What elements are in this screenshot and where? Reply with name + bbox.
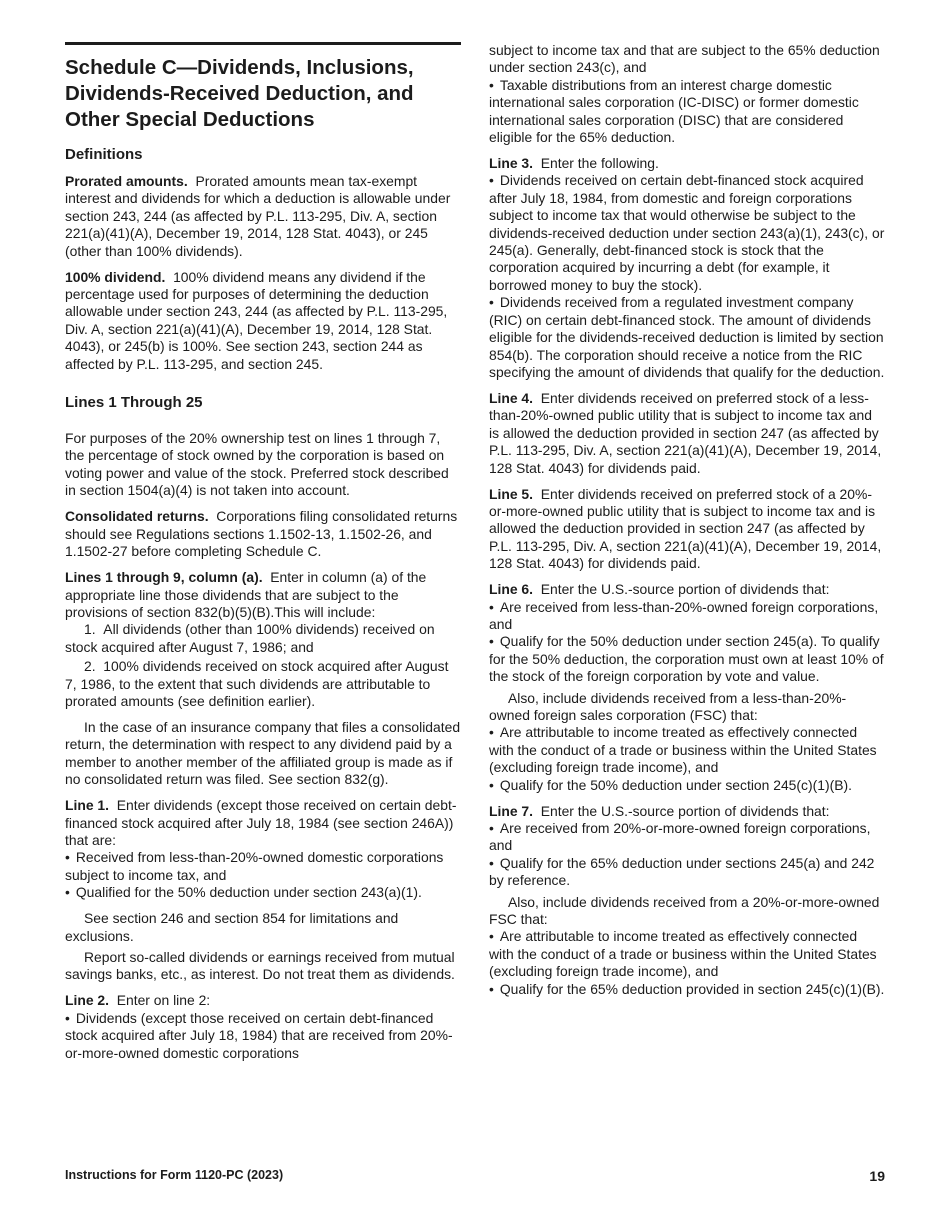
line1-text: Enter dividends (except those received on certain debt-financed stock acquired after July 18, 1984 (see section 246A)) that are: [65,797,457,848]
line4-text: Enter dividends received on preferred stock of a less-than-20%-owned public utility that is subject to income tax and is allowed the deduction provided in section 247 (as affected by P.L. 113-295, Div. A, section 221(a)(41)(A), December 19, 2014, 128 Stat. 4043) for dividends paid. [489,389,882,476]
see246-paragraph: See section 246 and section 854 for limitations and exclusions. [65,910,399,944]
prorated-text: Prorated amounts mean tax-exempt interest and dividends for which a deduction is allowable under section 243, 244 (as affected by P.L. 113-295, Div. A, section 221(a)(41)(A), December 19, 2014, 128 Stat. 4043), or 245 (other than 100% dividends). [65,173,451,259]
prorated-paragraph [65,173,461,260]
line6-text: Enter the U.S.-source portion of dividends that: [540,581,830,598]
line7-lead: Line 7. [489,802,533,819]
line7-also: Also, include dividends received from a 20%-or-more-owned FSC that: [489,893,880,928]
line2-bullet-1: • Dividends (except those received on certain debt-financed stock acquired after July 18, 1984) that are received from 20%-or-more-owned domestic corporations [65,1010,461,1062]
line4-lead: Line 4. [489,389,533,406]
line4-paragraph [489,390,885,477]
line5-text: Enter dividends received on preferred stock of a 20%-or-more-owned public utility that is subject to income tax and is allowed the deduction provided in section 247 (as affected by P.L. 113-295, Div. A, section 221(a)(41)(A), December 19, 2014, 128 Stat. 4043) for dividends paid. [489,485,882,572]
line7-bullet-3: • Are attributable to income treated as effectively connected with the conduct of a trade or business within the United States (excluding foreign trade income), and [489,928,885,980]
line2-bullet-2: • Taxable distributions from an interest charge domestic international sales corporation (IC-DISC) or former domestic international sales corporation (DISC) that are considered eligible for the 65% deduction. [489,77,885,147]
line3-bullet-2: • Dividends received from a regulated investment company (RIC) on certain debt-financed stock. The amount of dividends eligible for the dividends-received deduction is limited by section 854(b). The corporation should receive a notice from the RIC specifying the amount of dividends that qualify for the deduction. [489,294,885,381]
consolidated-text: Corporations filing consolidated returns should see Regulations sections 1.1502-13, 1.1502-26, and 1.1502-27 before completing Schedule C. [65,508,458,560]
line3-bullet-1: • Dividends received on certain debt-financed stock acquired after July 18, 1984, from domestic and foreign corporations subject to income tax that would otherwise be subject to the dividends-received deduction under section 243(a)(1), 243(c), or 245(a). Generally, debt-financed stock is stock that the corporation acquired by incurring a debt (for example, it borrowed money to buy the stock). [489,172,885,294]
insurance-paragraph: In the case of an insurance company that files a consolidated return, the determination with respect to any dividend paid by a member to another member of the affiliated group is made as if no consolidated return was filed. See section 832(g). [65,718,461,788]
line1-bullet-2: • Qualified for the 50% deduction under section 243(a)(1). [65,884,461,901]
line3-text: Enter the following. [540,155,659,172]
hundred-text: 100% dividend means any dividend if the percentage used for purposes of determining the deduction allowable under section 243, 244 (as affected by P.L. 113-295, Div. A, section 221(a)(41)(A), December 19, 2014, 128 Stat. 4043), or 245(b) is 100%. See section 243, section 244 as affected by P.L. 113-295, and section 245. [65,268,448,372]
line2-paragraph [65,992,461,1009]
line1-bullet-1: • Received from less-than-20%-owned domestic corporations subject to income tax, and [65,849,461,884]
definitions-heading: Definitions [65,146,143,163]
line1-paragraph [65,797,461,849]
continued-text: subject to income tax and that are subject to the 65% deduction under section 243(c), and [489,42,880,76]
title-rule [65,42,461,45]
line6-also: Also, include dividends received from a less-than-20%-owned foreign sales corporation (FSC) that: [489,689,847,723]
hundred-lead: 100% dividend. [65,268,166,285]
prorated-lead: Prorated amounts. [65,173,188,189]
line7-text: Enter the U.S.-source portion of dividends that: [540,802,830,819]
footer-form-name: Instructions for Form 1120-PC (2023) [65,1168,284,1182]
line7-bullet-1: • Are received from 20%-or-more-owned foreign corporations, and [489,820,885,855]
line1-lead: Line 1. [65,797,109,814]
ownership-paragraph: For purposes of the 20% ownership test on lines 1 through 7, the percentage of stock owned by the corporation is based on voting power and value of the stock. Preferred stock described in section 1504(a)(4) is not taken into account. [65,430,449,499]
line7-paragraph [489,803,885,820]
line2-lead: Line 2. [65,992,109,1009]
right-column [489,42,885,1007]
lines19-paragraph [65,569,461,621]
line3-lead: Line 3. [489,155,533,172]
page-number: 19 [869,1168,885,1184]
consolidated-lead: Consolidated returns. [65,508,209,525]
lines19-text: Enter in column (a) of the appropriate line those dividends that are subject to the provisions of section 832(b)(5)(B).This will include: [65,569,427,620]
page-title: Schedule C—Dividends, Inclusions, Dividends-Received Deduction, and Other Special Deductions [65,56,414,131]
list-item-1: 1. All dividends (other than 100% dividends) received on stock acquired after August 7, 1986; and [65,621,435,655]
line6-paragraph [489,581,885,598]
line6-bullet-4: • Qualify for the 50% deduction under section 245(c)(1)(B). [489,777,885,794]
line3-paragraph [489,155,885,172]
left-column [65,42,461,1062]
line7-bullet-4: • Qualify for the 65% deduction provided in section 245(c)(1)(B). [489,981,885,998]
consolidated-paragraph [65,508,461,560]
line2-text: Enter on line 2: [116,992,211,1009]
line6-lead: Line 6. [489,581,533,598]
line6-bullet-2: • Qualify for the 50% deduction under section 245(a). To qualify for the 50% deduction, the corporation must own at least 10% of the stock of the foreign corporation by vote and value. [489,633,885,685]
lines19-lead: Lines 1 through 9, column (a). [65,569,263,586]
lines-heading: Lines 1 Through 25 [65,394,203,412]
report-paragraph: Report so-called dividends or earnings received from mutual savings banks, etc., as interest. Do not treat them as dividends. [65,949,455,983]
line5-paragraph [489,486,885,573]
list-item-2: 2. 100% dividends received on stock acquired after August 7, 1986, to the extent that such dividends are attributable to prorated amounts (see definition earlier). [65,658,449,709]
line7-bullet-2: • Qualify for the 65% deduction under sections 245(a) and 242 by reference. [489,855,885,890]
hundred-paragraph [65,269,461,373]
line5-lead: Line 5. [489,485,533,502]
line6-bullet-3: • Are attributable to income treated as effectively connected with the conduct of a trade or business within the United States (excluding foreign trade income), and [489,724,885,776]
line6-bullet-1: • Are received from less-than-20%-owned foreign corporations, and [489,599,885,634]
